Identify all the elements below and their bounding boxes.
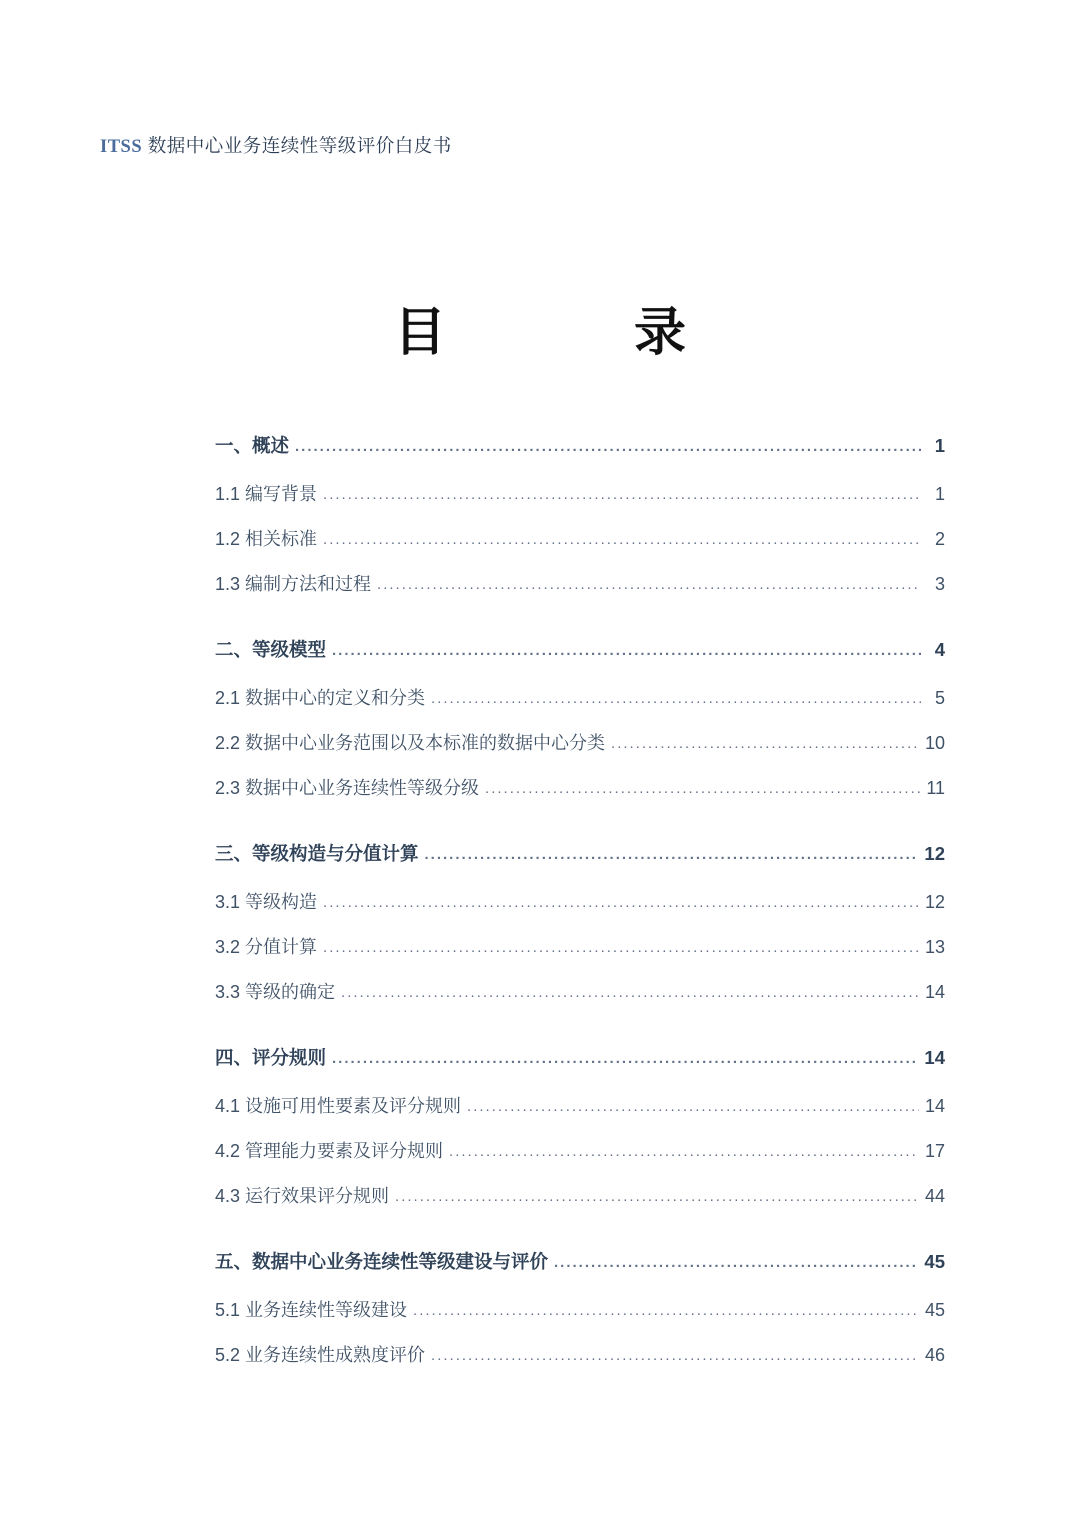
- toc-entry-page: 1: [934, 435, 945, 456]
- toc-leader: [395, 1189, 919, 1204]
- toc-leader: [554, 1255, 918, 1270]
- toc-entry-page: 13: [924, 937, 945, 957]
- toc-entry-page: 14: [924, 1047, 945, 1068]
- toc-entry-page: 2: [934, 529, 945, 549]
- toc-entry-page: 17: [924, 1141, 945, 1161]
- toc-entry-label: 4.3 运行效果评分规则: [215, 1186, 390, 1206]
- toc-entry[interactable]: [215, 978, 945, 1004]
- toc-leader: [449, 1144, 919, 1159]
- toc-entry-label: 五、数据中心业务连续性等级建设与评价: [215, 1251, 549, 1272]
- toc-leader: [413, 1303, 919, 1318]
- header-title: 数据中心业务连续性等级评价白皮书: [142, 135, 452, 156]
- toc-entry[interactable]: [215, 1296, 945, 1322]
- toc-entry[interactable]: [215, 729, 945, 755]
- toc-entry-label: 二、等级模型: [215, 639, 327, 660]
- toc-entry[interactable]: [215, 933, 945, 959]
- toc-entry-page: 11: [926, 778, 945, 798]
- toc-entry[interactable]: [215, 1044, 945, 1070]
- toc-entry[interactable]: [215, 1092, 945, 1118]
- toc-leader: [431, 691, 921, 706]
- toc-entry-page: 12: [924, 892, 945, 912]
- toc-group: [215, 1248, 945, 1367]
- toc-entry-label: 1.3 编制方法和过程: [215, 574, 372, 594]
- toc-entry-label: 4.1 设施可用性要素及评分规则: [215, 1096, 462, 1116]
- toc-entry[interactable]: [215, 432, 945, 458]
- toc-leader: [425, 847, 919, 862]
- toc-entry-label: 2.1 数据中心的定义和分类: [215, 688, 426, 708]
- toc-entry-label: 1.1 编写背景: [215, 484, 318, 504]
- page-title: 目 录: [393, 305, 714, 362]
- toc-group: [215, 1044, 945, 1208]
- toc-leader: [467, 1099, 919, 1114]
- toc-entry-page: 3: [934, 574, 945, 594]
- toc-entry-label: 5.2 业务连续性成熟度评价: [215, 1345, 426, 1365]
- toc-entry[interactable]: [215, 888, 945, 914]
- toc-entry[interactable]: [215, 525, 945, 551]
- toc-leader: [323, 532, 921, 547]
- toc-leader: [295, 439, 921, 454]
- toc-entry[interactable]: [215, 1182, 945, 1208]
- toc-entry-page: 5: [934, 688, 945, 708]
- toc-leader: [431, 1348, 919, 1363]
- toc-entry-label: 3.2 分值计算: [215, 937, 318, 957]
- table-of-contents: [215, 432, 945, 1397]
- toc-group: [215, 636, 945, 800]
- toc-leader: [341, 985, 919, 1000]
- toc-entry[interactable]: [215, 1137, 945, 1163]
- header-brand: ITSS: [100, 137, 143, 157]
- toc-leader: [485, 781, 920, 796]
- toc-entry-page: 45: [924, 1251, 945, 1272]
- toc-entry-page: 12: [924, 843, 945, 864]
- toc-entry-label: 5.1 业务连续性等级建设: [215, 1300, 408, 1320]
- toc-entry-page: 4: [934, 639, 945, 660]
- toc-leader: [611, 736, 919, 751]
- toc-group: [215, 840, 945, 1004]
- toc-entry-page: 10: [924, 733, 945, 753]
- toc-entry[interactable]: [215, 570, 945, 596]
- toc-entry-page: 14: [924, 1096, 945, 1116]
- page-header: [100, 132, 452, 158]
- toc-entry-label: 2.2 数据中心业务范围以及本标准的数据中心分类: [215, 733, 606, 753]
- toc-leader: [332, 1051, 918, 1066]
- toc-entry-page: 46: [924, 1345, 945, 1365]
- toc-entry[interactable]: [215, 480, 945, 506]
- toc-entry[interactable]: [215, 840, 945, 866]
- toc-entry[interactable]: [215, 1341, 945, 1367]
- toc-entry[interactable]: [215, 684, 945, 710]
- toc-entry-label: 3.3 等级的确定: [215, 982, 336, 1002]
- toc-entry-label: 三、等级构造与分值计算: [215, 843, 419, 864]
- toc-entry-page: 14: [924, 982, 945, 1002]
- toc-leader: [332, 643, 921, 658]
- toc-entry-page: 1: [934, 484, 945, 504]
- toc-entry-label: 2.3 数据中心业务连续性等级分级: [215, 778, 480, 798]
- toc-entry[interactable]: [215, 774, 945, 800]
- toc-leader: [323, 487, 921, 502]
- toc-leader: [377, 577, 921, 592]
- toc-entry-label: 四、评分规则: [215, 1047, 327, 1068]
- toc-group: [215, 432, 945, 596]
- toc-leader: [323, 895, 919, 910]
- toc-entry[interactable]: [215, 636, 945, 662]
- toc-entry[interactable]: [215, 1248, 945, 1274]
- toc-entry-label: 4.2 管理能力要素及评分规则: [215, 1141, 444, 1161]
- toc-entry-page: 44: [924, 1186, 945, 1206]
- toc-leader: [323, 940, 919, 955]
- toc-entry-page: 45: [924, 1300, 945, 1320]
- toc-entry-label: 1.2 相关标准: [215, 529, 318, 549]
- toc-entry-label: 3.1 等级构造: [215, 892, 318, 912]
- toc-entry-label: 一、概述: [215, 435, 290, 456]
